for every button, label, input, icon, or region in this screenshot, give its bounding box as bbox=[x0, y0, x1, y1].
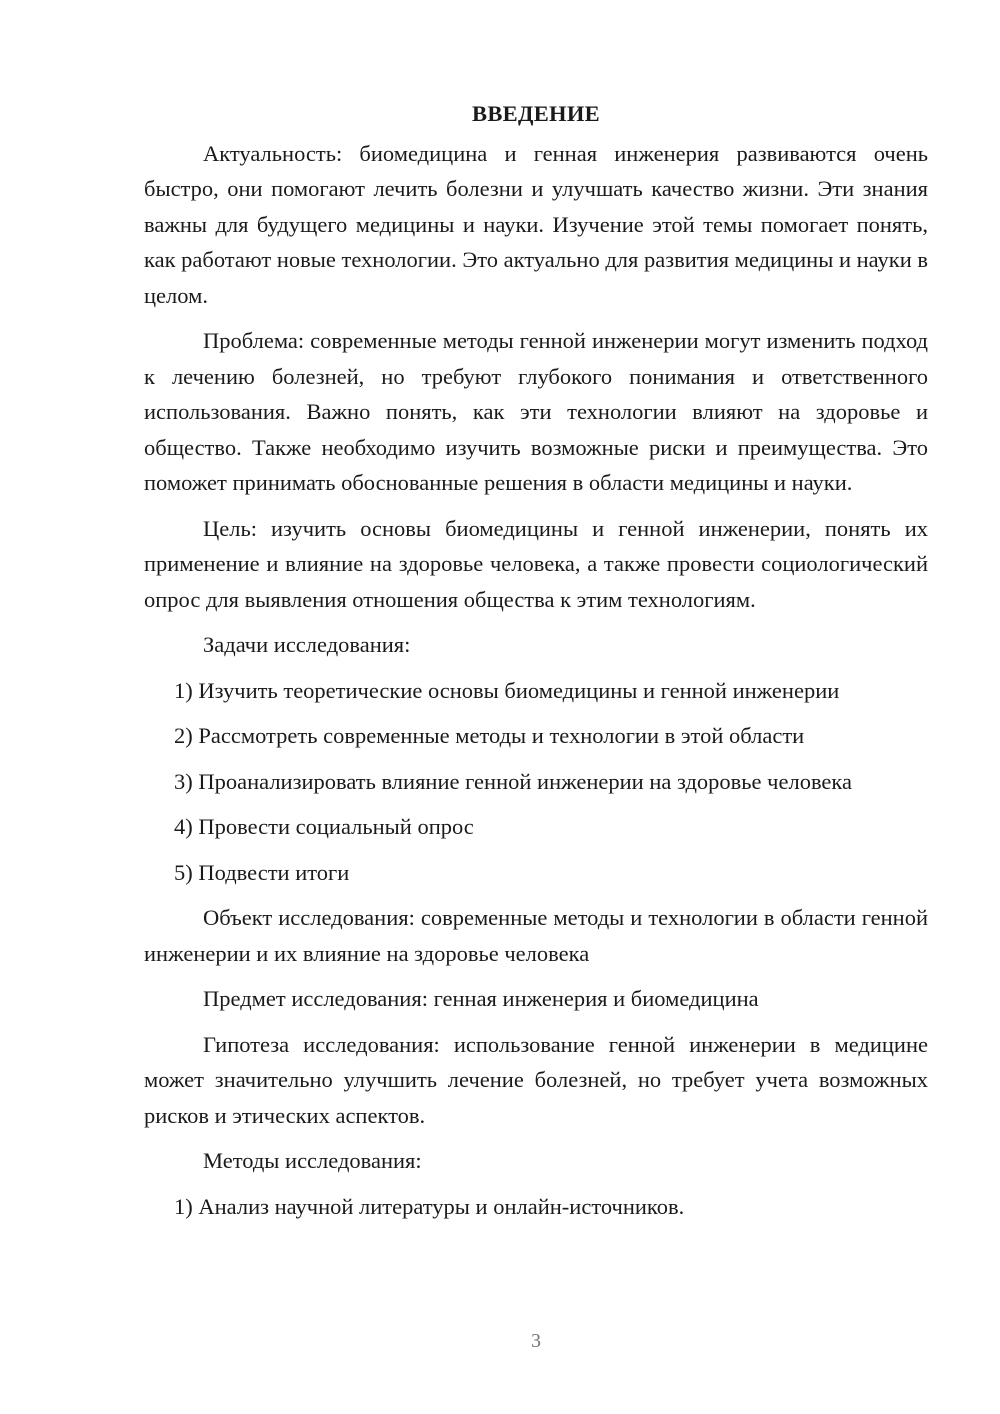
method-item: 1) Анализ научной литературы и онлайн-источников. bbox=[174, 1193, 685, 1219]
object-paragraph: Объект исследования: современные методы и технологии в области генной инженерии и их влияние на здоровье человека bbox=[144, 905, 928, 966]
task-item: 1) Изучить теоретические основы биомедицины и генной инженерии bbox=[174, 677, 840, 703]
page-content bbox=[144, 96, 928, 1234]
methods-title: Методы исследования: bbox=[203, 1148, 422, 1173]
problem-paragraph: Проблема: современные методы генной инженерии могут изменить подход к лечению болезней, но требуют глубокого понимания и ответственного использования. Важно понять, как эти технологии влияют на здоровье и общество. Также необходимо изучить возможные риски и преимущества. Это поможет принимать обоснованные решения в области медицины и науки. bbox=[144, 328, 928, 495]
task-item: 2) Рассмотреть современные методы и технологии в этой области bbox=[174, 723, 805, 748]
task-item: 4) Провести социальный опрос bbox=[174, 814, 474, 839]
task-item: 3) Проанализировать влияние генной инженерии на здоровье человека bbox=[174, 768, 852, 794]
goal-paragraph: Цель: изучить основы биомедицины и генной инженерии, понять их применение и влияние на здоровье человека, а также провести социологический опрос для выявления отношения общества к этим технологиям. bbox=[144, 515, 928, 612]
page-number: 3 bbox=[531, 1330, 541, 1352]
tasks-title: Задачи исследования: bbox=[203, 632, 411, 657]
hypothesis-paragraph: Гипотеза исследования: использование генной инженерии в медицине может значительно улучшить лечение болезней, но требует учета возможных рисков и этических аспектов. bbox=[144, 1031, 928, 1128]
task-item: 5) Подвести итоги bbox=[174, 859, 350, 885]
subject-paragraph: Предмет исследования: генная инженерия и биомедицина bbox=[203, 986, 759, 1011]
section-heading: ВВЕДЕНИЕ bbox=[472, 101, 600, 126]
relevance-paragraph: Актуальность: биомедицина и генная инженерия развиваются очень быстро, они помогают лечить болезни и улучшать качество жизни. Эти знания важны для будущего медицины и науки. Изучение этой темы помогает понять, как работают новые технологии. Это актуально для развития медицины и науки в целом. bbox=[144, 140, 928, 308]
